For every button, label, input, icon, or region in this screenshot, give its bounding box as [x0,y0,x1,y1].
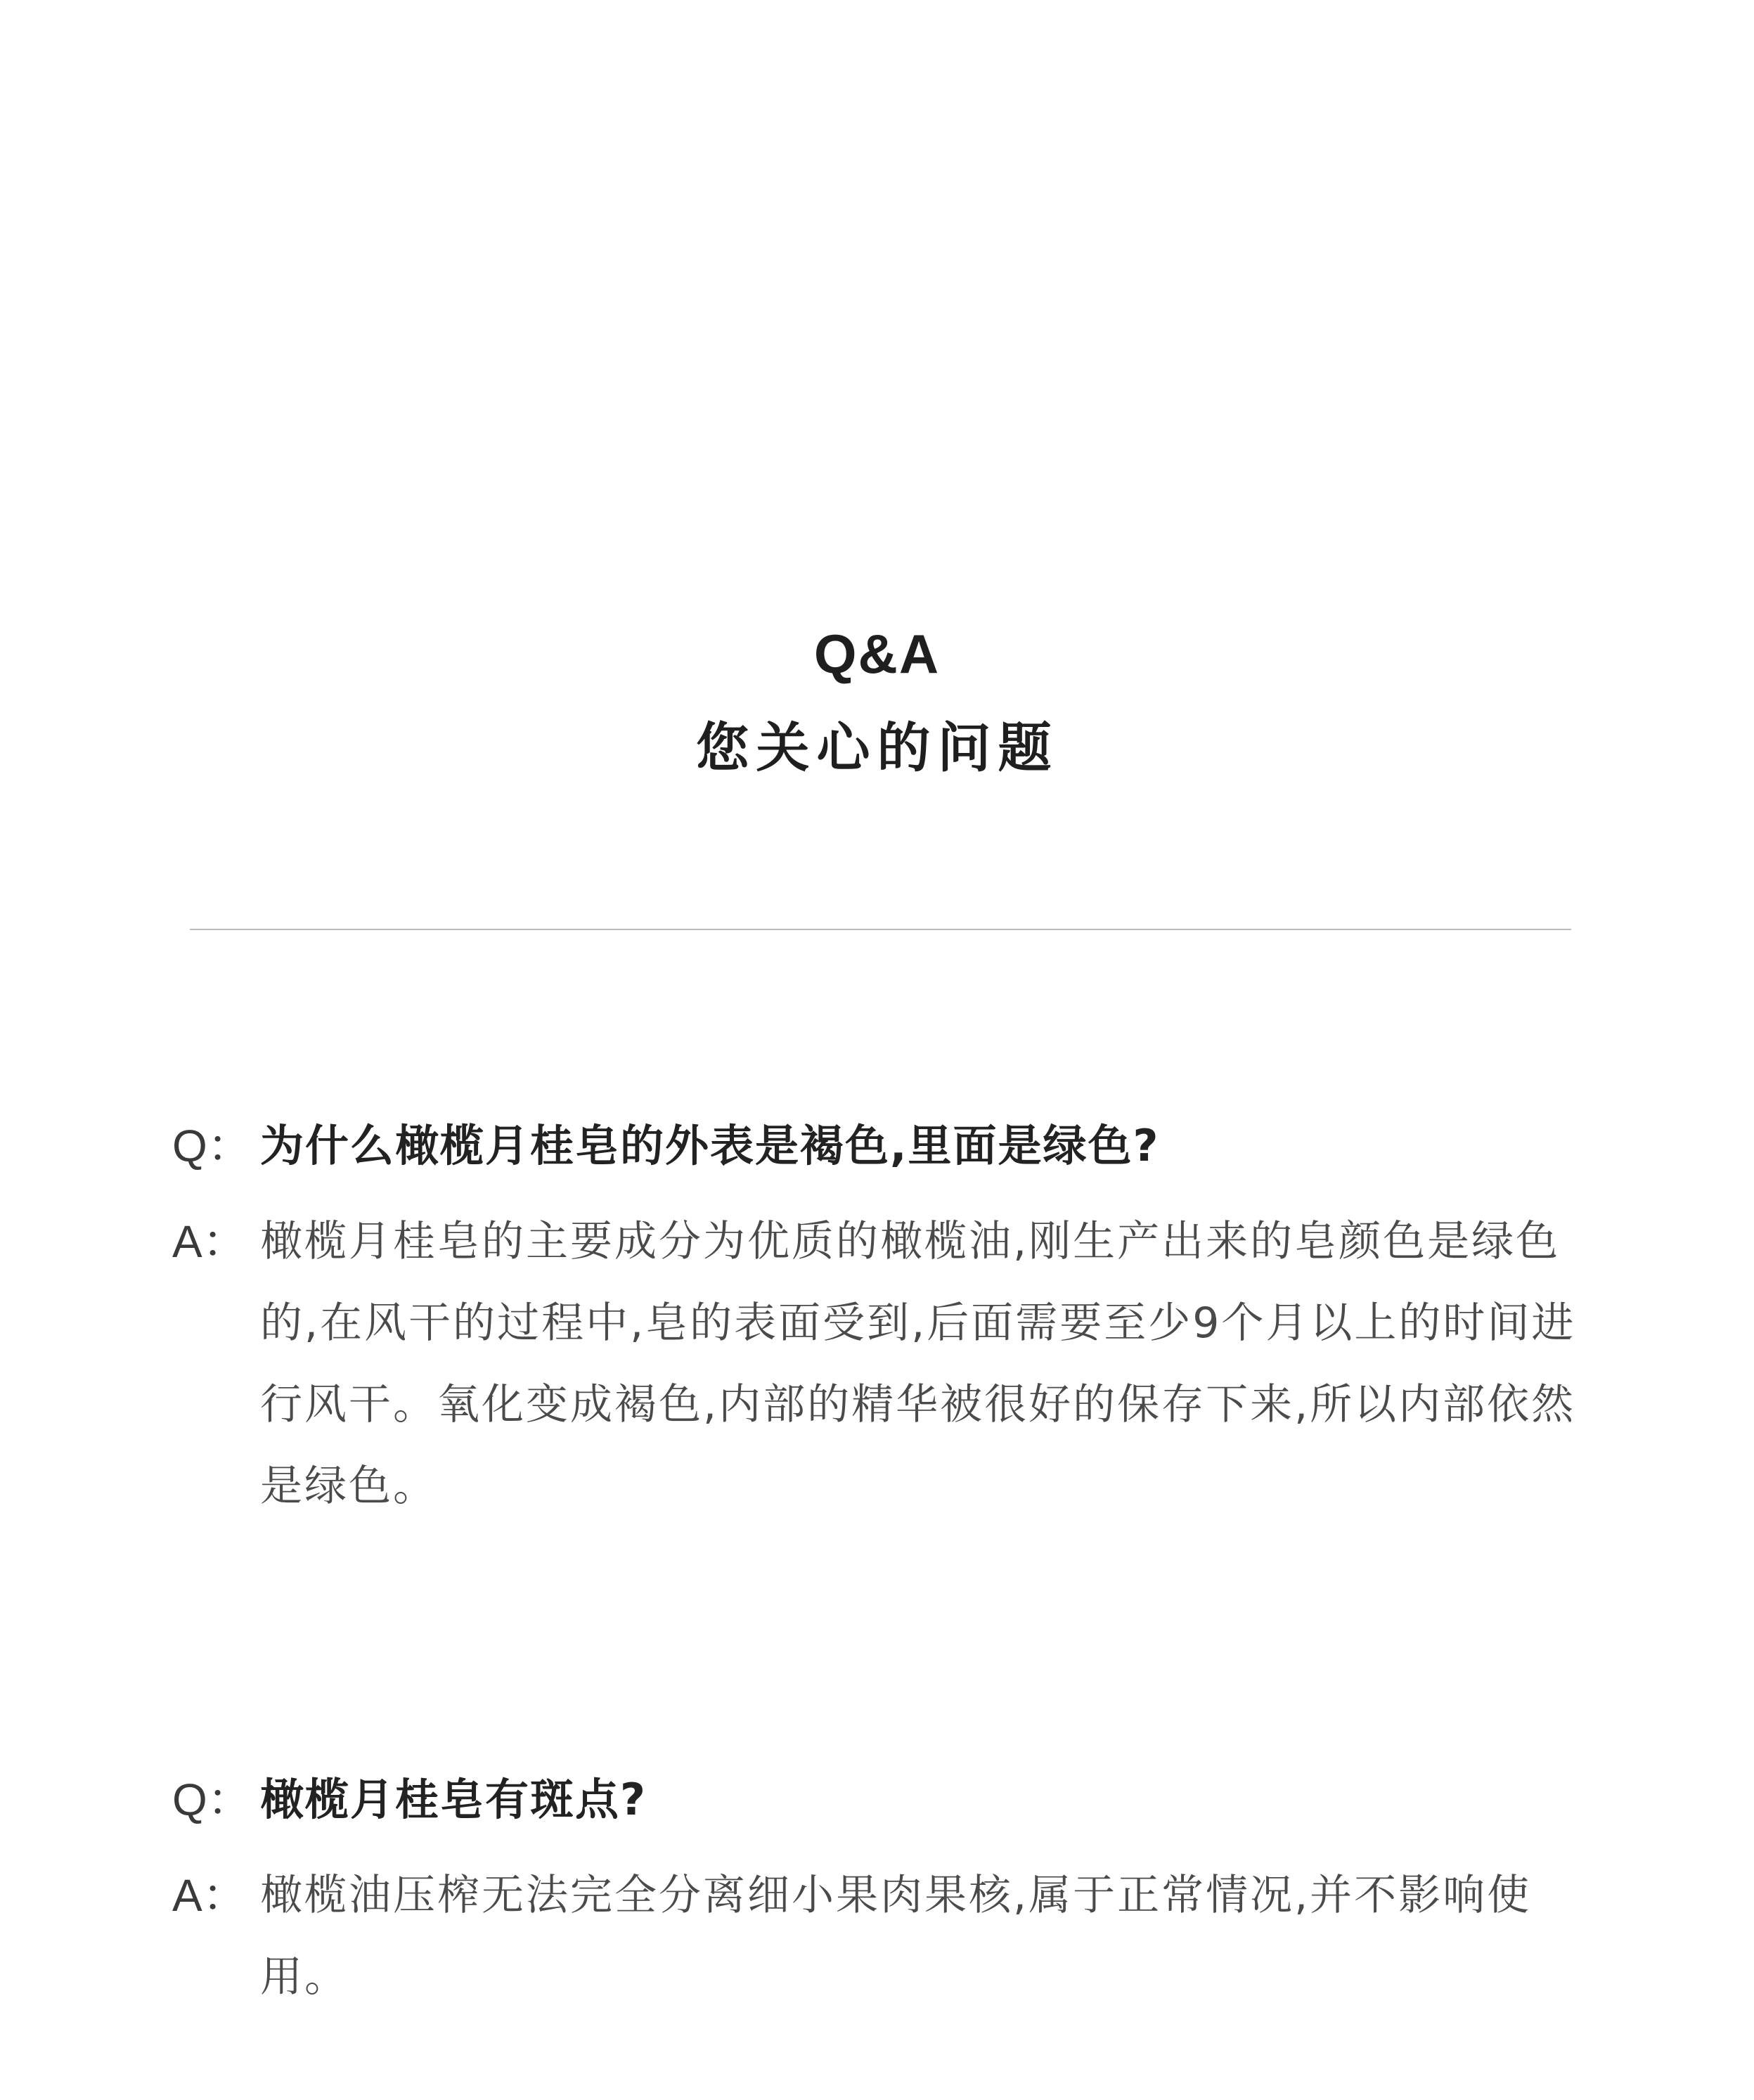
answer-text: 橄榄月桂皂的主要成分为优质的橄榄油,刚生产出来的皂颜色是绿色的,在风干的过程中,皂的表面受到,后面需要至少9个月以上的时间进行风干。氧化变成褐色,内部的精华被很好的保存下来,所以内部依然是绿色。 [260,1217,1576,1511]
question-prefix: Q： [172,1774,252,1825]
question-row [172,1111,1613,1181]
answer-row [172,1201,1613,1527]
qa-item [172,1111,1613,1527]
answer-row [172,1855,1613,2018]
answer-text: 橄榄油压榨无法完全分离细小果肉果核,属于正常情况,并不影响使用。 [260,1871,1532,2002]
divider [190,929,1571,930]
question-prefix: Q： [172,1121,252,1171]
question-row [172,1765,1613,1835]
answer-prefix: A： [172,1870,247,1921]
page-title-zh: 您关心的问题 [695,716,1059,779]
page-header [0,619,1754,783]
question-text: 橄榄月桂皂有斑点? [260,1774,647,1825]
answer-prefix: A： [172,1216,247,1267]
page-title-en: Q&A [813,623,941,685]
question-text: 为什么橄榄月桂皂的外表是褐色,里面是绿色? [260,1120,1160,1171]
qa-item [172,1765,1613,2018]
